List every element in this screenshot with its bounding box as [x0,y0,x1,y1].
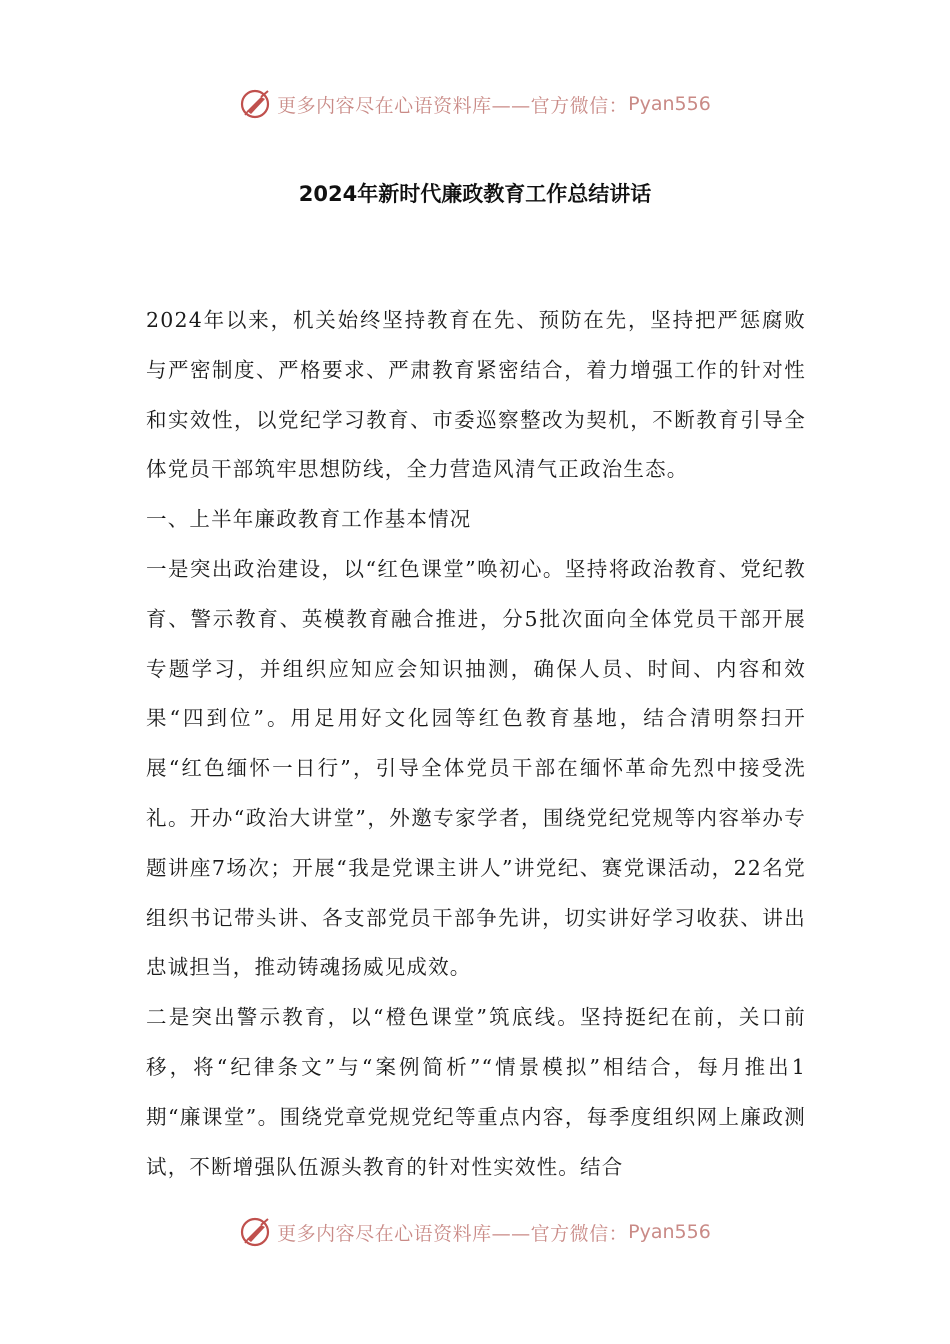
pen-logo-icon [239,1215,273,1249]
document-body [146,296,806,1192]
paragraph-warning-education: 二是突出警示教育，以“橙色课堂”筑底线。坚持挺纪在前，关口前移，将“纪律条文”与“案例简析”“情景模拟”相结合，每月推出1期“廉课堂”。围绕党章党规党纪等重点内容，每季度组织网上廉政测试，不断增强队伍源头教育的针对性实效性。结合 [146,1005,806,1179]
pen-logo-icon [239,87,273,121]
watermark-wechat-id: Pyan556 [628,1221,711,1243]
paragraph-political-building: 一是突出政治建设，以“红色课堂”唤初心。坚持将政治教育、党纪教育、警示教育、英模教育融合推进，分5批次面向全体党员干部开展专题学习，并组织应知应会知识抽测，确保人员、时间、内容和效果“四到位”。用足用好文化园等红色教育基地，结合清明祭扫开展“红色缅怀一日行”，引导全体党员干部在缅怀革命先烈中接受洗礼。开办“政治大讲堂”，外邀专家学者，围绕党纪党规等内容举办专题讲座7场次；开展“我是党课主讲人”讲党纪、赛党课活动，22名党组织书记带头讲、各支部党员干部争先讲，切实讲好学习收获、讲出忠诚担当，推动铸魂扬威见成效。 [146,556,806,980]
watermark-header [0,84,950,124]
watermark-footer [0,1212,950,1252]
paragraph-intro: 2024年以来，机关始终坚持教育在先、预防在先，坚持把严惩腐败与严密制度、严格要求、严肃教育紧密结合，着力增强工作的针对性和实效性，以党纪学习教育、市委巡察整改为契机，不断教育引导全体党员干部筑牢思想防线，全力营造风清气正政治生态。 [146,308,806,482]
document-title: 2024年新时代廉政教育工作总结讲话 [298,182,652,206]
watermark-wechat-id: Pyan556 [628,93,711,115]
watermark-text: 更多内容尽在心语资料库——官方微信： [277,1222,629,1245]
section-heading: 一、上半年廉政教育工作基本情况 [146,507,472,532]
watermark-text: 更多内容尽在心语资料库——官方微信： [277,94,629,117]
